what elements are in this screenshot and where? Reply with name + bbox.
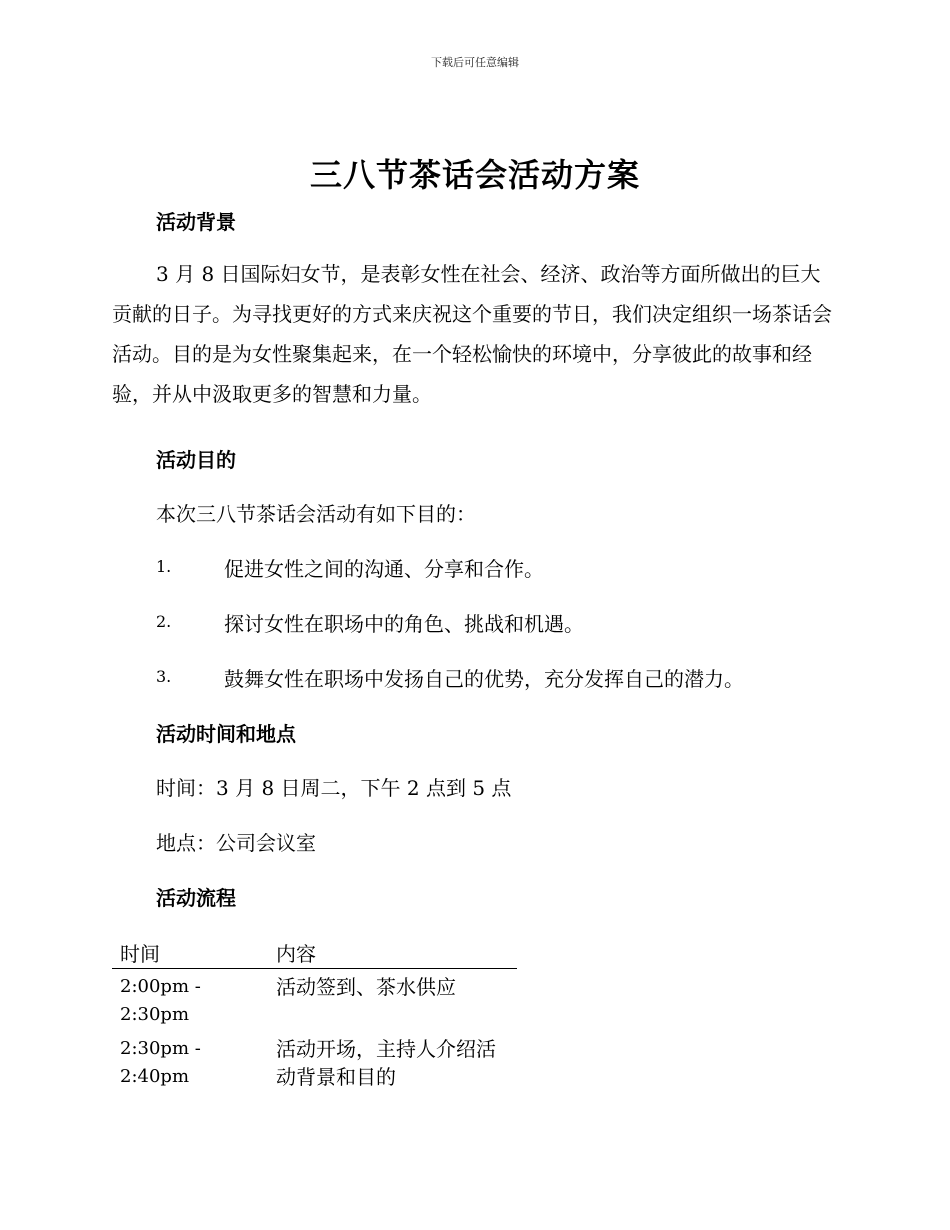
section-heading-time-place: 活动时间和地点 xyxy=(156,722,296,746)
table-header-content: 内容 xyxy=(276,942,316,966)
event-place: 地点：公司会议室 xyxy=(156,831,316,855)
list-number: 1. xyxy=(156,557,172,576)
event-time: 时间：3 月 8 日周二，下午 2 点到 5 点 xyxy=(156,776,512,800)
table-cell-content: 活动开场，主持人介绍活动背景和目的 xyxy=(276,1037,496,1089)
background-paragraph: 3 月 8 日国际妇女节，是表彰女性在社会、经济、政治等方面所做出的巨大贡献的日子。为寻找更好的方式来庆祝这个重要的节日，我们决定组织一场茶话会活动。目的是为女性聚集起来，在一个轻松愉快的环境中，分享彼此的故事和经验，并从中汲取更多的智慧和力量。 xyxy=(112,262,832,406)
table-header-row xyxy=(112,936,517,969)
table-row xyxy=(112,1031,517,1093)
table-cell-time: 2:30pm - 2:40pm xyxy=(120,1038,201,1087)
table-row xyxy=(112,969,517,1031)
table-cell-content: 活动签到、茶水供应 xyxy=(276,975,456,999)
table-cell-time: 2:00pm - 2:30pm xyxy=(120,976,201,1025)
table-header-time: 时间 xyxy=(120,942,160,966)
header-note: 下载后可任意编辑 xyxy=(431,56,519,69)
purpose-intro: 本次三八节茶话会活动有如下目的： xyxy=(156,502,476,526)
list-text: 探讨女性在职场中的角色、挑战和机遇。 xyxy=(224,612,584,636)
section-heading-process: 活动流程 xyxy=(156,886,236,910)
list-text: 鼓舞女性在职场中发扬自己的优势，充分发挥自己的潜力。 xyxy=(224,667,744,691)
section-heading-background: 活动背景 xyxy=(156,210,236,234)
page-title: 三八节茶话会活动方案 xyxy=(309,156,640,194)
section-heading-purpose: 活动目的 xyxy=(156,448,236,472)
process-table xyxy=(112,936,517,1093)
list-number: 2. xyxy=(156,612,172,631)
list-number: 3. xyxy=(156,667,172,686)
list-text: 促进女性之间的沟通、分享和合作。 xyxy=(224,557,544,581)
